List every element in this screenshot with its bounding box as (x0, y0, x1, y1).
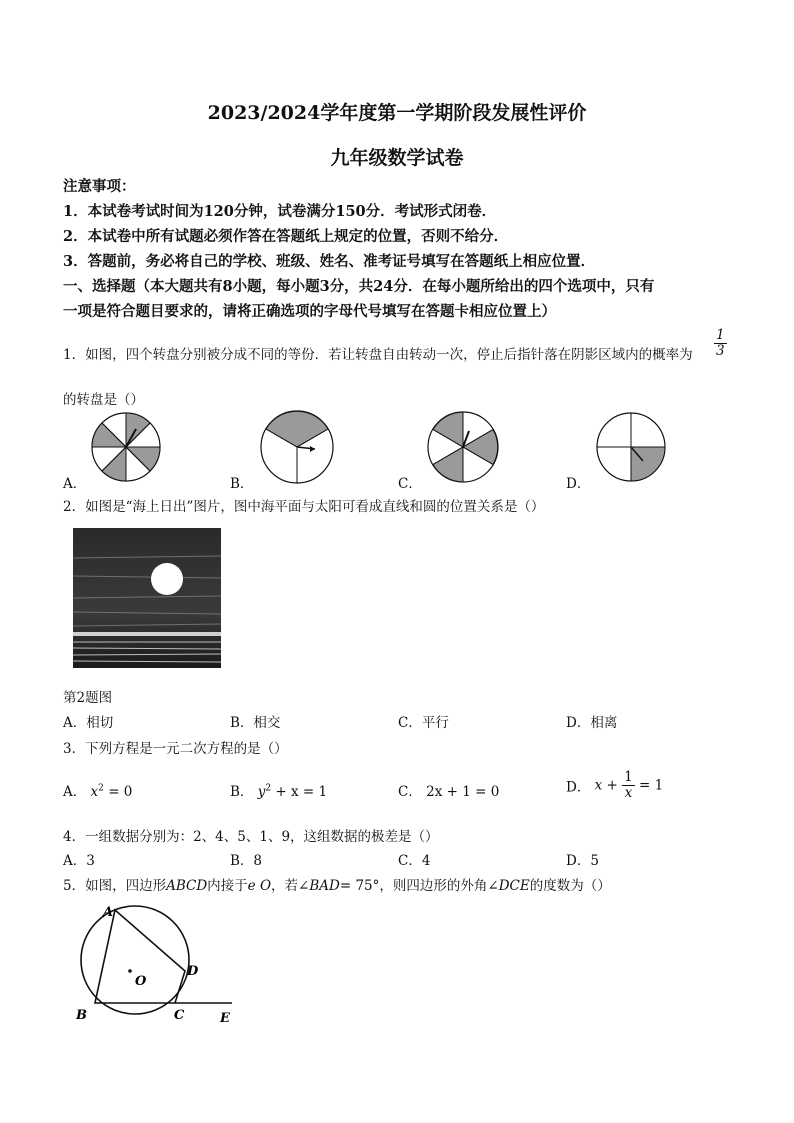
q1-option-b[interactable]: B． (230, 476, 254, 492)
notes-heading: 注意事项： (63, 178, 136, 195)
section-heading-cont: 一项是符合题目要求的，请将正确选项的字母代号填写在答题卡相应位置上） (63, 303, 556, 320)
q3-option-d[interactable]: D． x + $\frac{1}{x}$ = 1 (566, 769, 664, 801)
exam-subtitle: 九年级数学试卷 (330, 147, 464, 169)
label-o: O (135, 974, 147, 989)
label-c: C (174, 1008, 185, 1023)
figure-caption: 第2题图 (63, 690, 113, 706)
circle-quadrilateral-figure (60, 895, 260, 1035)
q4-option-a[interactable]: A．3 (63, 853, 95, 869)
q2-option-b[interactable]: B．相交 (230, 715, 281, 731)
question-2-text: 2．如图是“海上日出”图片，图中海平面与太阳可看成直线和圆的位置关系是（） (63, 499, 545, 515)
note-item: 2．本试卷中所有试题必须作答在答题纸上规定的位置，否则不给分． (63, 228, 509, 245)
sunrise-photo (73, 528, 221, 668)
question-4-text: 4．一组数据分别为：2、4、5、1、9，这组数据的极差是（） (63, 829, 439, 845)
q1-option-a[interactable]: A． (63, 476, 87, 492)
q2-option-d[interactable]: D．相离 (566, 715, 618, 731)
spinner-a (92, 413, 160, 481)
q1-option-d[interactable]: D． (566, 476, 591, 492)
spinner-c (428, 412, 498, 482)
quadrilateral-abcd (95, 910, 185, 1003)
question-3-text: 3．下列方程是一元二次方程的是（） (63, 741, 288, 757)
q3-option-a[interactable]: A． $x^2 = 0$ (63, 783, 133, 800)
spinner-d (597, 413, 665, 481)
label-b: B (76, 1008, 87, 1023)
q1-option-c[interactable]: C． (398, 476, 422, 492)
note-item: 3．答题前，务必将自己的学校、班级、姓名、准考证号填写在答题纸上相应位置． (63, 253, 596, 270)
label-d: D (187, 964, 199, 979)
q2-option-c[interactable]: C．平行 (398, 715, 449, 731)
spinner-b (261, 411, 333, 483)
q4-option-b[interactable]: B．8 (230, 853, 263, 869)
q2-option-a[interactable]: A．相切 (63, 715, 114, 731)
question-1-text-cont: 的转盘是（） (63, 392, 144, 408)
label-a: A (103, 905, 114, 920)
q4-option-c[interactable]: C．4 (398, 853, 431, 869)
exam-title: 2023/2024学年度第一学期阶段发展性评价 (207, 102, 587, 124)
note-item: 1．本试卷考试时间为120分钟，试卷满分150分．考试形式闭卷． (63, 203, 497, 220)
label-e: E (220, 1011, 230, 1026)
question-1-text: 1．如图，四个转盘分别被分成不同的等份．若让转盘自由转动一次，停止后指针落在阴影区域内的概率为 (63, 347, 693, 363)
section-heading: 一、选择题（本大题共有8小题，每小题3分，共24分．在每小题所给出的四个选项中，只有 (63, 278, 655, 295)
spinner-figures (0, 405, 794, 495)
q3-option-c[interactable]: C． 2x + 1 = 0 (398, 784, 500, 800)
center-point (128, 969, 132, 973)
fraction-one-third: $\frac{1}{3}$ (716, 327, 725, 359)
question-5-text: 5．如图，四边形ABCD内接于e O，若∠BAD= 75°，则四边形的外角∠DCE的度数为（） (63, 878, 611, 894)
q4-option-d[interactable]: D．5 (566, 853, 599, 869)
q3-option-b[interactable]: B． $y^2 + x = 1$ (230, 783, 328, 800)
